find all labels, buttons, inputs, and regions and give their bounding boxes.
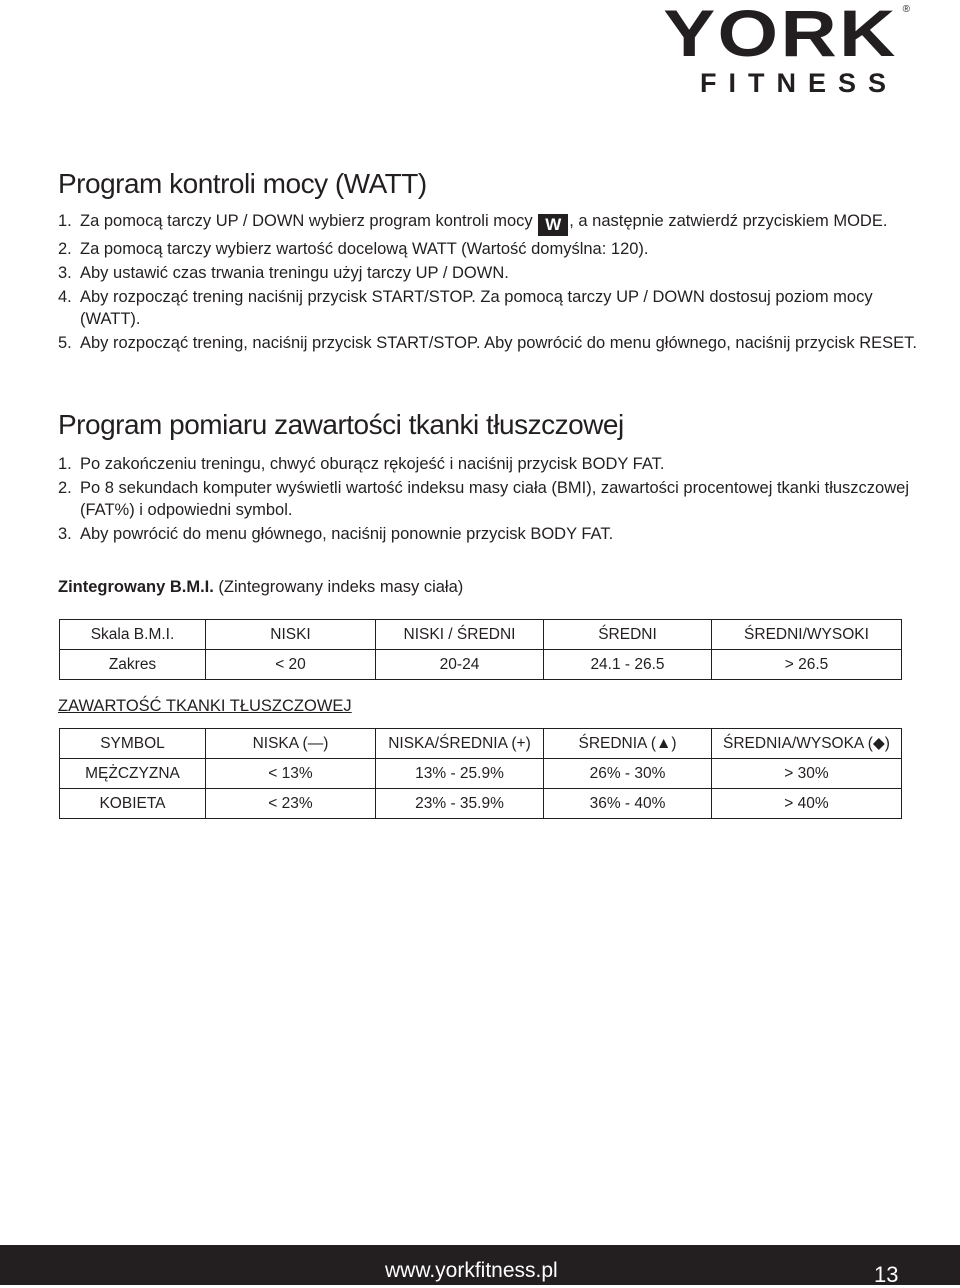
page-number: 13 <box>874 1262 899 1287</box>
table-row: Zakres < 20 20-24 24.1 - 26.5 > 26.5 <box>60 650 902 680</box>
list-item: 4. Aby rozpocząć trening naciśnij przycisk START/STOP. Za pomocą tarczy UP / DOWN dostosuj poziom mocy (WATT). <box>58 288 873 328</box>
table-row: Skala B.M.I. NISKI NISKI / ŚREDNI ŚREDNI ŚREDNI/WYSOKI <box>60 620 902 650</box>
list-item: 2. Za pomocą tarczy wybierz wartość docelową WATT (Wartość domyślna: 120). <box>58 240 649 258</box>
list-item: 3. Aby powrócić do menu głównego, naciśnij ponownie przycisk BODY FAT. <box>58 525 614 543</box>
list-item: 1. Po zakończeniu treningu, chwyć oburącz rękojeść i naciśnij przycisk BODY FAT. <box>58 455 665 473</box>
watt-program-icon: W <box>538 214 568 236</box>
fat-steps-list <box>58 453 918 547</box>
bmi-table <box>59 619 902 680</box>
table-row: MĘŻCZYZNA < 13% 13% - 25.9% 26% - 30% > 30% <box>60 759 902 789</box>
registered-mark: ® <box>902 4 910 15</box>
york-fitness-logo <box>618 0 910 98</box>
fat-section-title: Program pomiaru zawartości tkanki tłuszczowej <box>58 409 624 440</box>
logo-subtitle: FITNESS <box>699 68 898 98</box>
list-item: 3. Aby ustawić czas trwania treningu użyj tarczy UP / DOWN. <box>58 264 509 282</box>
footer-url: www.yorkfitness.pl <box>385 1259 558 1282</box>
fat-table-title: ZAWARTOŚĆ TKANKI TŁUSZCZOWEJ <box>58 697 352 715</box>
list-item: 5. Aby rozpocząć trening, naciśnij przycisk START/STOP. Aby powrócić do menu głównego, naciśnij przycisk RESET. <box>58 334 917 352</box>
page-footer <box>0 1245 960 1285</box>
list-item: 1. Za pomocą tarczy UP / DOWN wybierz program kontroli mocy W , a następnie zatwierdź przyciskiem MODE. <box>58 212 888 234</box>
bmi-title: Zintegrowany B.M.I. (Zintegrowany indeks masy ciała) <box>58 578 464 596</box>
body-fat-table <box>59 728 902 819</box>
list-item: 2. Po 8 sekundach komputer wyświetli wartość indeksu masy ciała (BMI), zawartości procentowej tkanki tłuszczowej (FAT%) i odpowiedni symbol. <box>58 479 909 519</box>
watt-steps-list <box>58 210 918 356</box>
table-row: SYMBOL NISKA (—) NISKA/ŚREDNIA (+) ŚREDNIA (▲) ŚREDNIA/WYSOKA (◆) <box>60 729 902 759</box>
logo-word: YORK <box>663 0 898 70</box>
table-row: KOBIETA < 23% 23% - 35.9% 36% - 40% > 40% <box>60 789 902 819</box>
watt-section-title: Program kontroli mocy (WATT) <box>58 168 427 199</box>
